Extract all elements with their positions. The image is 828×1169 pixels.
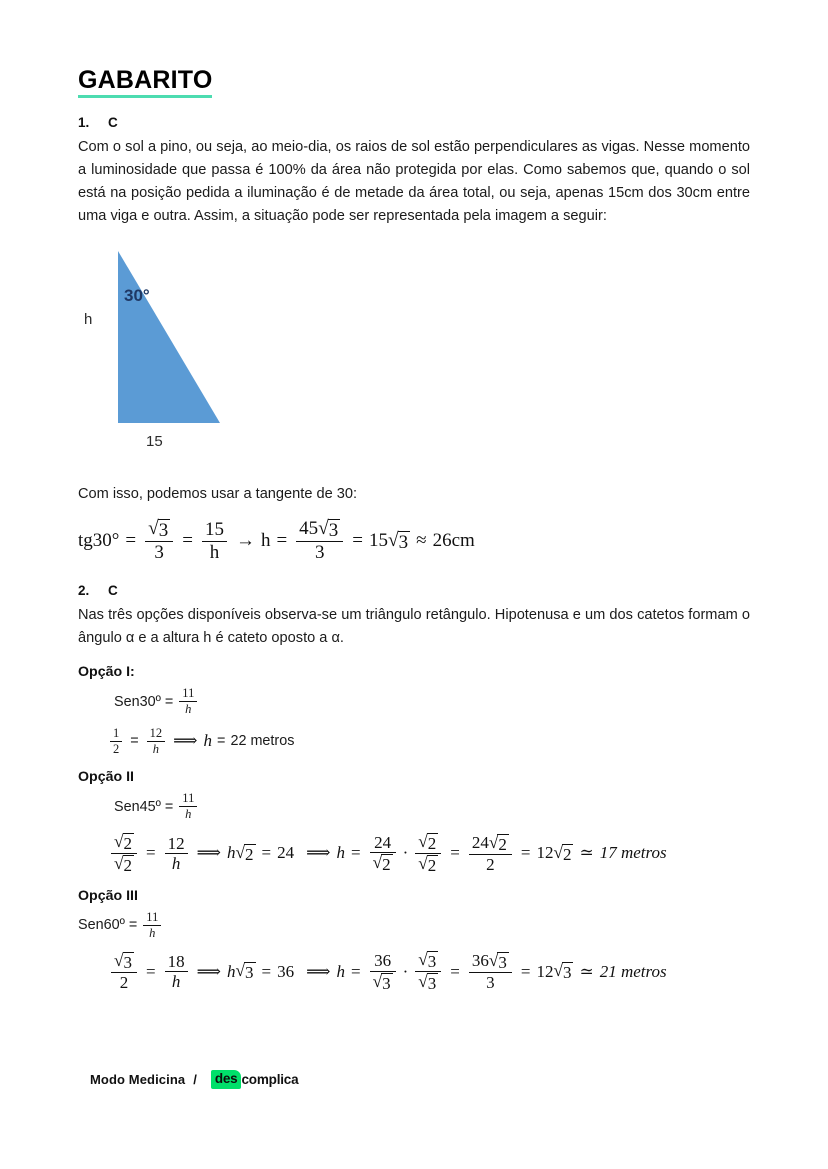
option-2-l2-equals-2: = <box>261 843 272 863</box>
question-2-header <box>78 583 750 598</box>
eq1-fraction-3 <box>296 519 343 562</box>
numerator <box>469 952 512 972</box>
sqrt-3-h <box>418 973 438 992</box>
radical-sign: √ <box>318 518 329 540</box>
option-2-l2-fraction-1 <box>111 833 137 874</box>
denominator <box>111 853 137 874</box>
option-2-frac-numerator: 11 <box>182 791 195 806</box>
radical-sign: √ <box>148 518 159 540</box>
option-2-l2-fraction-2 <box>165 835 188 873</box>
numerator <box>469 834 512 854</box>
question-2-answer: C <box>108 582 118 598</box>
option-2-l2-fraction-5 <box>469 834 512 873</box>
radical-sign: √ <box>372 853 383 873</box>
sqrt-3-e <box>235 962 255 981</box>
question-1-header <box>78 115 750 130</box>
option-1-heading: Opção I: <box>78 664 135 681</box>
radicand: 3 <box>382 973 391 993</box>
option-1-l2-implies: ⟹ <box>173 731 198 751</box>
eq1-equals-2: = <box>182 530 193 552</box>
option-3-l2-fraction-1 <box>111 952 137 991</box>
radical-sign: √ <box>418 831 428 851</box>
eq1-result-coef: 15 <box>369 530 389 552</box>
sqrt-2-b <box>114 855 134 874</box>
option-2-l2-result-coef: 12 <box>536 843 554 863</box>
option-3-l2-fraction-3 <box>370 952 396 991</box>
numerator <box>111 833 137 853</box>
radicand: 3 <box>398 531 409 553</box>
logo-mark: des <box>211 1070 241 1089</box>
option-2-l2-fraction-3 <box>370 834 396 873</box>
radical-sign: √ <box>488 832 499 852</box>
question-1-number: 1. <box>78 115 90 130</box>
numerator: 18 <box>167 952 185 972</box>
radicand: 2 <box>382 855 391 875</box>
denominator <box>370 852 396 873</box>
option-1-frac-denominator: h <box>179 701 197 716</box>
triangle-angle-label: 30° <box>124 285 150 305</box>
denominator <box>370 971 396 992</box>
sqrt-3-j <box>553 962 573 981</box>
option-2-line-2 <box>108 833 750 874</box>
radical-sign: √ <box>418 972 428 992</box>
numerator: 1 <box>113 725 120 740</box>
triangle-shape <box>108 243 288 438</box>
page-title: GABARITO <box>78 66 212 98</box>
sqrt-3-i <box>489 952 509 971</box>
numerator: 12 <box>149 725 163 740</box>
option-1-l2-equals-2: = <box>217 733 226 750</box>
denominator: h <box>165 971 188 990</box>
radicand: 2 <box>498 834 507 854</box>
option-3-l2-fraction-5 <box>469 952 512 991</box>
eq1-arrow: → <box>235 530 255 552</box>
sqrt-3-f <box>373 973 393 992</box>
descomplica-logo <box>211 1070 299 1089</box>
option-2-frac-denominator: h <box>179 806 197 821</box>
denominator <box>415 971 441 992</box>
eq1-fraction-1 <box>145 519 173 562</box>
numerator <box>415 833 441 853</box>
option-3-l2-implies-2: ⟹ <box>306 961 331 981</box>
option-3-frac-numerator: 11 <box>146 909 159 924</box>
denominator: 2 <box>110 741 122 756</box>
document-content <box>78 66 750 992</box>
eq1-fraction-2 <box>202 520 227 562</box>
radicand: 2 <box>245 844 254 864</box>
radicand: 2 <box>427 855 437 875</box>
eq1-approx: ≈ <box>416 530 427 552</box>
option-3-line-1 <box>78 911 750 940</box>
eq1-equals-1: = <box>125 530 137 552</box>
coefficient: 36 <box>471 951 489 971</box>
eq1-final-value: 26cm <box>432 530 475 552</box>
option-2-l2-implies-1: ⟹ <box>196 843 221 863</box>
page-footer <box>90 1070 298 1089</box>
radicand: 3 <box>158 520 169 542</box>
option-1-l2-fraction-1 <box>110 727 122 756</box>
option-1-l2-variable: h <box>203 731 213 751</box>
option-2-sine-label: Sen45º <box>114 798 161 815</box>
option-2-l2-expr-var: h <box>226 843 236 863</box>
option-3-fraction <box>143 911 161 940</box>
radicand: 2 <box>427 833 437 853</box>
eq1-frac3-denominator: 3 <box>296 541 343 562</box>
sqrt-3-g <box>418 951 438 970</box>
sqrt-2-d <box>373 854 393 873</box>
radical-sign: √ <box>114 853 124 873</box>
question-2-body: Nas três opções disponíveis observa-se um triângulo retângulo. Hipotenusa e um dos catetos formam o ângulo α e a altura h é cateto oposto a α. <box>78 606 750 646</box>
option-2-fraction <box>179 792 197 821</box>
option-1-l2-fraction-2 <box>147 727 166 756</box>
option-1-l2-equals-1: = <box>130 733 139 750</box>
question-1-answer: C <box>108 115 118 130</box>
sqrt-3-b <box>318 519 340 540</box>
eq1-equals-4: = <box>352 530 364 552</box>
option-2-l2-approx: ≃ <box>579 843 594 863</box>
denominator: 3 <box>469 972 512 991</box>
option-3-l2-expr-var: h <box>226 961 236 981</box>
option-2-equals: = <box>164 798 174 815</box>
sqrt-2-e <box>418 833 438 852</box>
eq1-frac3-numerator <box>296 519 343 541</box>
option-2-l2-implies-2: ⟹ <box>306 843 331 863</box>
radicand: 3 <box>427 974 437 994</box>
option-3-sine-label: Sen60º <box>78 917 125 934</box>
option-2-l2-fraction-4 <box>415 833 441 874</box>
radical-sign: √ <box>114 831 124 851</box>
option-3-equals: = <box>128 917 138 934</box>
option-1-frac-numerator: 11 <box>182 686 195 701</box>
option-1-line-2 <box>108 727 750 756</box>
option-3-l2-dot: · <box>402 961 409 981</box>
radicand: 3 <box>328 520 339 542</box>
option-2-heading: Opção II <box>78 769 134 786</box>
eq1-frac1-denominator: 3 <box>145 541 173 562</box>
option-3-l2-equals-4: = <box>450 961 460 981</box>
radicand: 2 <box>123 855 133 875</box>
option-1-fraction <box>179 687 197 716</box>
denominator: 2 <box>111 972 137 991</box>
option-1-sine-label: Sen30º <box>114 693 161 710</box>
eq1-variable: h <box>260 530 271 552</box>
option-3-l2-variable-2: h <box>336 961 345 981</box>
question-1-equation <box>78 519 750 562</box>
option-2-l2-final: 17 metros <box>599 843 667 863</box>
question-1-lead-in: Com isso, podemos usar a tangente de 30: <box>78 485 358 502</box>
option-3-l2-approx: ≃ <box>579 961 594 981</box>
radical-sign: √ <box>235 842 245 862</box>
option-1-line-1 <box>114 687 750 716</box>
triangle-base-label: 15 <box>146 432 163 450</box>
numerator: 12 <box>167 833 185 853</box>
option-2-l2-dot: · <box>402 843 409 863</box>
radicand: 3 <box>427 952 437 972</box>
numerator <box>111 952 137 972</box>
question-1-body: Com o sol a pino, ou seja, ao meio-dia, os raios de sol estão perpendiculares as vigas. Nesse momento a luminosidade que passa é 100% da área não protegida por elas. Como sabemos que, quando o sol está na posição pedida a iluminação é de metade da área total, ou seja, apenas 15cm dos 30cm entre uma viga e outra. Assim, a situação pode ser representada pela imagem a seguir: <box>78 139 750 225</box>
sqrt-2-g <box>489 834 509 853</box>
eq1-frac2-numerator: 15 <box>204 519 224 541</box>
sqrt-3-c <box>388 531 410 552</box>
option-1-equals: = <box>164 693 174 710</box>
radical-sign: √ <box>372 971 383 991</box>
option-3-l2-fraction-4 <box>415 951 441 992</box>
radical-sign: √ <box>418 950 428 970</box>
denominator: h <box>165 853 188 872</box>
option-2-line-1 <box>114 792 750 821</box>
radical-sign: √ <box>235 961 245 981</box>
radicand: 3 <box>498 953 507 973</box>
coefficient: 24 <box>471 832 489 852</box>
page-title-wrap <box>78 66 750 98</box>
option-3-l2-implies-1: ⟹ <box>196 961 221 981</box>
radical-sign: √ <box>114 951 124 971</box>
radical-sign: √ <box>488 951 499 971</box>
eq1-lhs: tg30° <box>78 530 120 552</box>
option-2-l2-equals-5: = <box>520 843 531 863</box>
eq1-frac1-numerator <box>145 519 173 541</box>
option-3-l2-fraction-2 <box>165 953 188 991</box>
option-3-l2-final: 21 metros <box>599 961 667 981</box>
triangle-figure <box>78 243 750 475</box>
radicand: 3 <box>245 963 254 983</box>
option-3-frac-denominator: h <box>143 925 161 940</box>
radicand: 3 <box>123 953 133 973</box>
option-3-l2-equals-5: = <box>520 961 531 981</box>
footer-separator: / <box>193 1071 197 1087</box>
sqrt-2-a <box>114 833 134 852</box>
radical-sign: √ <box>553 842 563 862</box>
option-3-l2-equals-1: = <box>146 961 156 981</box>
option-3-l2-result-coef: 12 <box>536 961 554 981</box>
eq1-frac2-denominator: h <box>202 541 227 562</box>
option-2-l2-equals-4: = <box>450 843 460 863</box>
denominator: 2 <box>469 854 512 873</box>
option-2-l2-variable-2: h <box>336 843 345 863</box>
option-1-l2-result: 22 metros <box>230 733 295 750</box>
denominator: h <box>147 741 166 756</box>
question-2-number: 2. <box>78 582 90 598</box>
numerator <box>415 951 441 971</box>
eq1-frac3-coef: 45 <box>299 518 319 540</box>
logo-word: complica <box>241 1071 299 1087</box>
sqrt-2-h <box>553 844 573 863</box>
radical-sign: √ <box>418 853 428 873</box>
option-2-l2-value-1: 24 <box>277 843 295 863</box>
option-3-l2-equals-2: = <box>261 961 272 981</box>
sqrt-2-c <box>235 844 255 863</box>
footer-brand: Modo Medicina <box>90 1071 186 1087</box>
option-3-line-2 <box>108 951 750 992</box>
sqrt-2-f <box>418 855 438 874</box>
denominator <box>415 853 441 874</box>
triangle-height-label: h <box>84 310 93 328</box>
radical-sign: √ <box>553 961 563 981</box>
sqrt-3-a <box>148 519 170 540</box>
option-3-l2-equals-3: = <box>350 961 361 981</box>
option-2-l2-equals-1: = <box>146 843 156 863</box>
numerator: 24 <box>374 832 392 852</box>
radical-sign: √ <box>388 529 399 551</box>
radicand: 2 <box>562 844 572 864</box>
option-3-l2-value-1: 36 <box>277 961 295 981</box>
option-2-l2-equals-3: = <box>350 843 361 863</box>
option-3-heading: Opção III <box>78 887 138 904</box>
numerator: 36 <box>374 951 392 971</box>
sqrt-3-d <box>114 952 134 971</box>
radicand: 2 <box>123 833 133 853</box>
radicand: 3 <box>562 963 572 983</box>
eq1-equals-3: = <box>276 530 288 552</box>
